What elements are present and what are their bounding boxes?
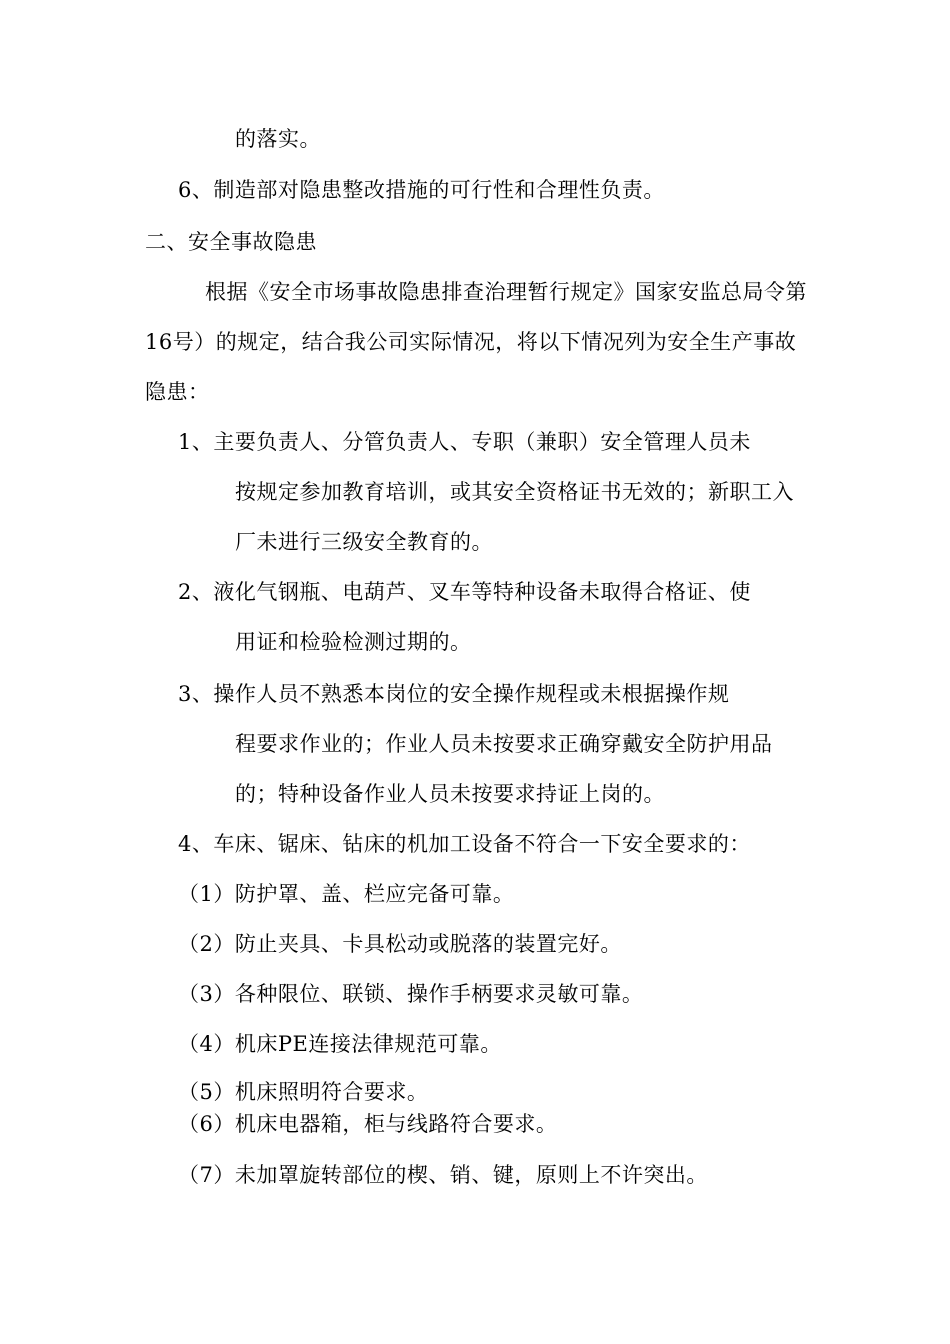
- sub-item: （6）机床电器箱，柜与线路符合要求。: [178, 1112, 558, 1136]
- text-line: 厂未进行三级安全教育的。: [235, 530, 493, 554]
- list-item: 2、液化气钢瓶、电葫芦、叉车等特种设备未取得合格证、使: [178, 580, 751, 604]
- text-line: 用证和检验检测过期的。: [235, 630, 472, 654]
- sub-item: （4）机床PE连接法律规范可靠。: [178, 1032, 502, 1056]
- text-line: 程要求作业的；作业人员未按要求正确穿戴安全防护用品: [235, 732, 773, 756]
- text-line: 6、制造部对隐患整改措施的可行性和合理性负责。: [178, 178, 665, 202]
- list-item: 1、主要负责人、分管负责人、专职（兼职）安全管理人员未: [178, 430, 751, 454]
- sub-item: （3）各种限位、联锁、操作手柄要求灵敏可靠。: [178, 982, 644, 1006]
- list-item: 4、车床、锯床、钻床的机加工设备不符合一下安全要求的：: [178, 832, 751, 856]
- sub-item: （5）机床照明符合要求。: [178, 1080, 429, 1104]
- list-item: 3、操作人员不熟悉本岗位的安全操作规程或未根据操作规: [178, 682, 730, 706]
- text-line: 的；特种设备作业人员未按要求持证上岗的。: [235, 782, 665, 806]
- section-heading: 二、安全事故隐患: [145, 230, 317, 254]
- sub-item: （2）防止夹具、卡具松动或脱落的装置完好。: [178, 932, 622, 956]
- sub-item: （7）未加罩旋转部位的楔、销、键，原则上不许突出。: [178, 1163, 708, 1187]
- text-line: 按规定参加教育培训，或其安全资格证书无效的；新职工入: [235, 480, 794, 504]
- text-line: 隐患：: [145, 380, 210, 404]
- text-line: 根据《安全市场事故隐患排查治理暂行规定》国家安监总局令第: [205, 280, 807, 304]
- text-line: 的落实。: [235, 127, 321, 151]
- sub-item: （1）防护罩、盖、栏应完备可靠。: [178, 882, 515, 906]
- text-line: 16号）的规定，结合我公司实际情况，将以下情况列为安全生产事故: [145, 330, 797, 354]
